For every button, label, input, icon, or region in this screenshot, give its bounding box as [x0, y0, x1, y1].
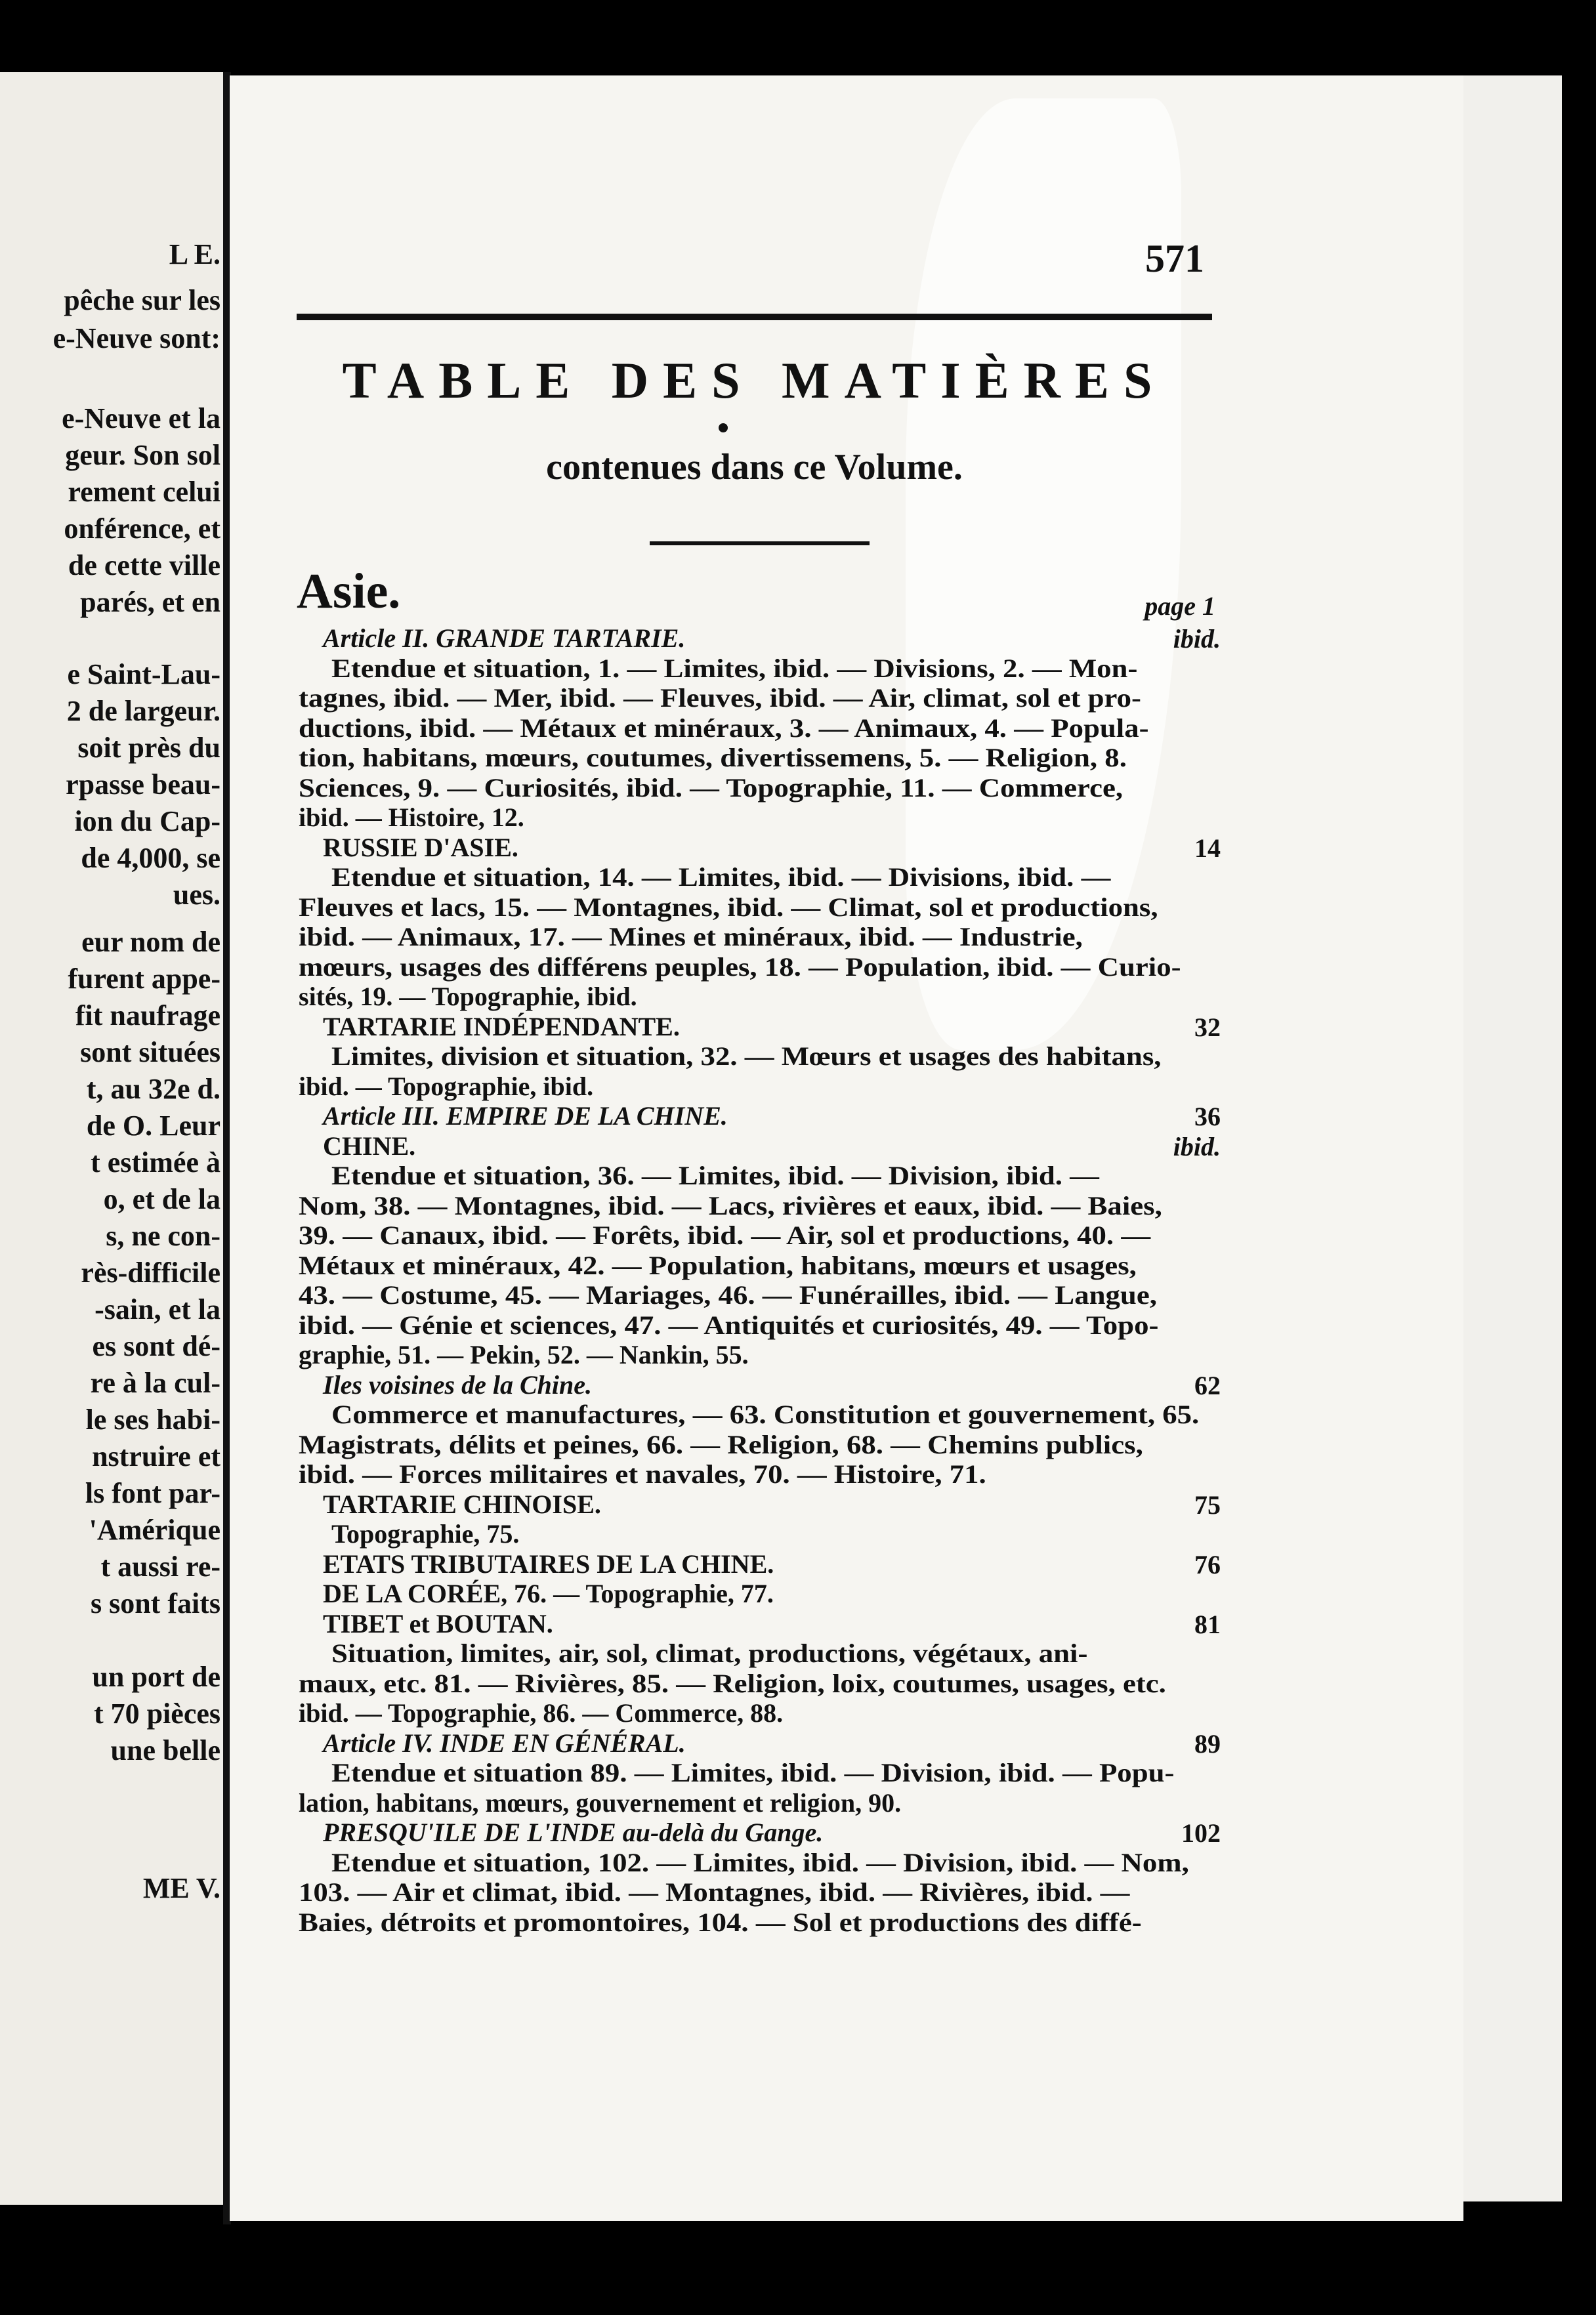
- left-page-line: eur nom de: [81, 926, 220, 958]
- toc-line: TIBET et BOUTAN.: [323, 1608, 553, 1638]
- toc-page-ref: 76: [1194, 1549, 1221, 1579]
- left-page-line: 2 de largeur.: [66, 695, 220, 727]
- toc-page-ref: ibid.: [1173, 1131, 1221, 1161]
- toc-line: TARTARIE CHINOISE.: [323, 1489, 601, 1519]
- toc-page-ref: ibid.: [1173, 624, 1221, 654]
- toc-line: ibid. — Forces militaires et navales, 70. — Histoire, 71.: [299, 1459, 986, 1489]
- left-page-line: s sont faits: [90, 1587, 220, 1619]
- toc-line: 43. — Costume, 45. — Mariages, 46. — Funérailles, ibid. — Langue,: [299, 1280, 1157, 1310]
- title-rule: [650, 541, 870, 545]
- left-page-line: parés, et en: [80, 586, 220, 618]
- toc-line: mœurs, usages des différens peuples, 18. — Population, ibid. — Curio-: [299, 951, 1181, 982]
- toc-line: TARTARIE INDÉPENDANTE.: [323, 1011, 680, 1041]
- left-page-line: de O. Leur: [86, 1110, 220, 1142]
- toc-line: PRESQU'ILE DE L'INDE au-delà du Gange.: [323, 1818, 824, 1847]
- left-page-line: pêche sur les: [64, 284, 220, 316]
- toc-line: Topographie, 75.: [331, 1519, 520, 1549]
- toc-page-ref: 36: [1194, 1102, 1221, 1131]
- toc-line: Magistrats, délits et peines, 66. — Religion, 68. — Chemins publics,: [299, 1429, 1143, 1459]
- left-page-line: e-Neuve et la: [62, 402, 220, 434]
- toc-line: 39. — Canaux, ibid. — Forêts, ibid. — Air, sol et productions, 40. —: [299, 1220, 1151, 1250]
- toc-line: Etendue et situation, 36. — Limites, ibid. — Division, ibid. —: [331, 1161, 1099, 1190]
- left-page-line: furent appe-: [68, 963, 220, 995]
- left-page-line: re à la cul-: [90, 1367, 220, 1399]
- toc-line: Article II. GRANDE TARTARIE.: [323, 623, 686, 653]
- page-title: TABLE DES MATIÈRES: [342, 352, 1167, 409]
- toc-page-ref: 81: [1194, 1609, 1221, 1639]
- toc-line: ibid. — Histoire, 12.: [299, 803, 524, 832]
- left-page-line: ME V.: [142, 1872, 220, 1904]
- toc-line: Situation, limites, air, sol, climat, productions, végétaux, ani-: [331, 1638, 1088, 1668]
- left-page-line: t estimée à: [91, 1146, 220, 1178]
- toc-page-ref: 32: [1194, 1012, 1221, 1042]
- left-page-line: e-Neuve sont:: [52, 322, 220, 354]
- left-page-line: de cette ville: [68, 549, 220, 581]
- toc-line: tagnes, ibid. — Mer, ibid. — Fleuves, ibid. — Air, climat, sol et pro-: [299, 683, 1141, 713]
- left-page-line: 'Amérique: [89, 1514, 220, 1546]
- toc-line: sités, 19. — Topographie, ibid.: [299, 982, 637, 1011]
- toc-page-ref: 14: [1194, 833, 1221, 863]
- left-page-line: rement celui: [68, 476, 220, 508]
- toc-line: RUSSIE D'ASIE.: [323, 832, 518, 862]
- left-page-line: une belle: [110, 1734, 220, 1766]
- toc-page-ref: 102: [1181, 1818, 1221, 1848]
- left-page-line: t 70 pièces: [93, 1698, 220, 1730]
- toc-line: ibid. — Topographie, ibid.: [299, 1071, 594, 1101]
- left-page-line: s, ne con-: [106, 1220, 220, 1252]
- left-page-line: geur. Son sol: [65, 439, 220, 471]
- toc-line: Nom, 38. — Montagnes, ibid. — Lacs, rivières et eaux, ibid. — Baies,: [299, 1190, 1162, 1220]
- toc-line: Article IV. INDE EN GÉNÉRAL.: [323, 1728, 686, 1758]
- page-number: 571: [1145, 237, 1204, 280]
- toc-page-ref: 62: [1194, 1370, 1221, 1400]
- left-page-line: t, au 32e d.: [86, 1073, 220, 1105]
- left-page-line: de 4,000, se: [81, 842, 220, 874]
- toc-line: maux, etc. 81. — Rivières, 85. — Religion, loix, coutumes, usages, etc.: [299, 1668, 1166, 1698]
- left-page-line: ion du Cap-: [74, 805, 220, 837]
- toc-page-ref: 75: [1194, 1490, 1221, 1520]
- ornament-dot: [719, 423, 728, 432]
- toc-line: ibid. — Topographie, 86. — Commerce, 88.: [299, 1698, 784, 1728]
- toc-line: ETATS TRIBUTAIRES DE LA CHINE.: [323, 1549, 774, 1579]
- toc-line: Iles voisines de la Chine.: [323, 1369, 593, 1400]
- left-page-line: le ses habi-: [85, 1404, 220, 1436]
- toc-line: Etendue et situation, 1. — Limites, ibid. — Divisions, 2. — Mon-: [331, 653, 1138, 683]
- toc-line: Métaux et minéraux, 42. — Population, habitans, mœurs et usages,: [299, 1250, 1137, 1280]
- left-page-line: es sont dé-: [92, 1330, 220, 1362]
- toc-line: Fleuves et lacs, 15. — Montagnes, ibid. — Climat, sol et productions,: [299, 892, 1158, 922]
- left-page-line: un port de: [92, 1661, 220, 1693]
- left-page-line: sont situées: [80, 1036, 220, 1068]
- toc-line: CHINE.: [323, 1131, 416, 1161]
- toc-line: Limites, division et situation, 32. — Mœurs et usages des habitans,: [331, 1041, 1162, 1071]
- toc-line: Commerce et manufactures, — 63. Constitution et gouvernement, 65.: [331, 1400, 1200, 1429]
- page-subtitle: contenues dans ce Volume.: [546, 447, 963, 488]
- left-page-line: e Saint-Lau-: [67, 658, 220, 690]
- section-heading: Asie.: [297, 564, 401, 619]
- left-page-line: L E.: [169, 238, 220, 270]
- left-page-line: ues.: [173, 879, 220, 911]
- toc-line: Etendue et situation, 102. — Limites, ibid. — Division, ibid. — Nom,: [331, 1847, 1189, 1877]
- left-page-line: onférence, et: [64, 512, 220, 545]
- toc-line: Article III. EMPIRE DE LA CHINE.: [323, 1101, 728, 1131]
- header-rule: [297, 314, 1212, 320]
- toc-line: lation, habitans, mœurs, gouvernement et religion, 90.: [299, 1787, 902, 1818]
- left-page-line: -sain, et la: [94, 1293, 220, 1325]
- toc-line: Sciences, 9. — Curiosités, ibid. — Topographie, 11. — Commerce,: [299, 772, 1124, 803]
- left-page-line: fit naufrage: [75, 999, 220, 1032]
- left-page-line: nstruire et: [92, 1440, 220, 1472]
- left-page-line: ls font par-: [85, 1477, 220, 1509]
- toc-page-ref: 89: [1194, 1728, 1221, 1759]
- left-page-line: t aussi re-: [100, 1551, 220, 1583]
- toc-line: ibid. — Génie et sciences, 47. — Antiquités et curiosités, 49. — Topo-: [299, 1310, 1159, 1340]
- page-label: page 1: [1144, 591, 1215, 621]
- toc-line: Etendue et situation, 14. — Limites, ibid. — Divisions, ibid. —: [331, 862, 1111, 892]
- left-page-line: rès-difficile: [81, 1257, 220, 1289]
- left-page-line: rpasse beau-: [66, 768, 220, 801]
- toc-line: ibid. — Animaux, 17. — Mines et minéraux, ibid. — Industrie,: [299, 922, 1083, 951]
- left-page-line: soit près du: [77, 732, 220, 764]
- toc-line: tion, habitans, mœurs, coutumes, divertissemens, 5. — Religion, 8.: [299, 743, 1127, 772]
- toc-line: ductions, ibid. — Métaux et minéraux, 3. — Animaux, 4. — Popula-: [299, 713, 1149, 743]
- left-page-fragment: [0, 72, 223, 2205]
- toc-line: DE LA CORÉE, 76. — Topographie, 77.: [323, 1579, 774, 1608]
- toc-line: Etendue et situation 89. — Limites, ibid. — Division, ibid. — Popu-: [331, 1758, 1175, 1787]
- toc-line: graphie, 51. — Pekin, 52. — Nankin, 55.: [299, 1340, 749, 1369]
- left-page-line: o, et de la: [103, 1183, 220, 1215]
- toc-line: Baies, détroits et promontoires, 104. — Sol et productions des diffé-: [299, 1907, 1142, 1937]
- toc-line: 103. — Air et climat, ibid. — Montagnes, ibid. — Rivières, ibid. —: [299, 1877, 1130, 1907]
